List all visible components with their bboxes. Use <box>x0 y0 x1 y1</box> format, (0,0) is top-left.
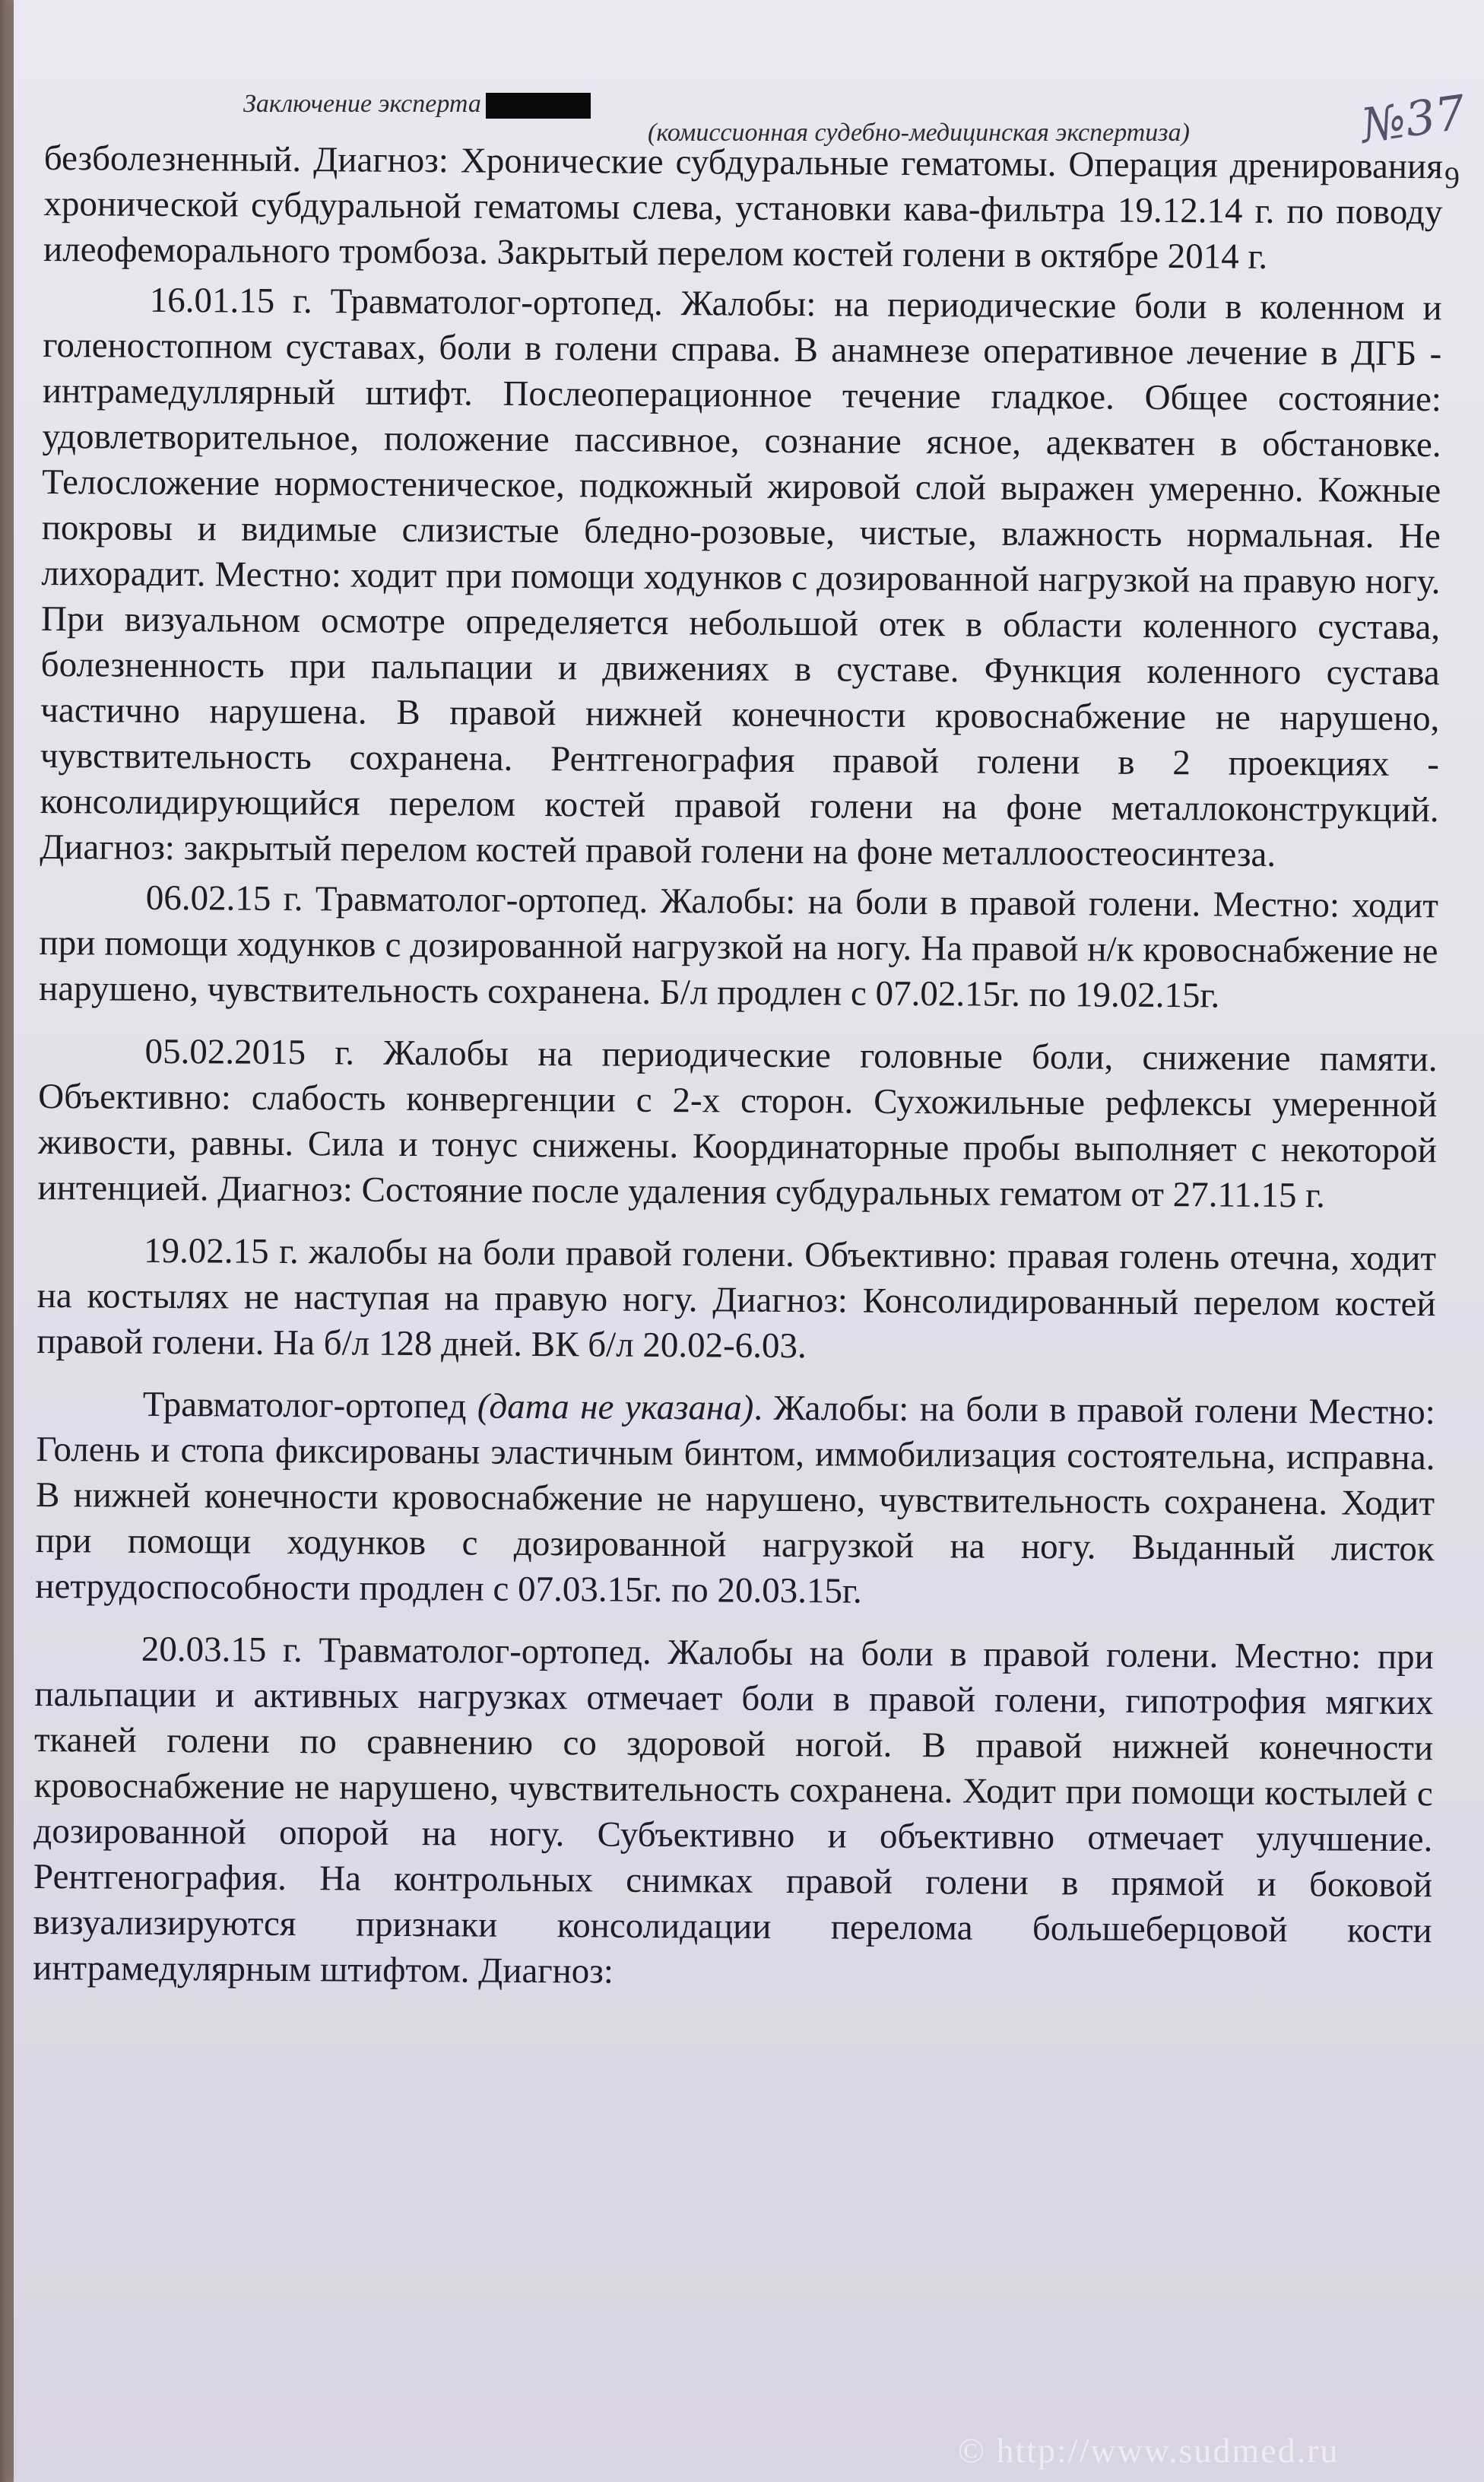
paragraph: 20.03.15 г. Травматолог-ортопед. Жалобы на боли в правой голени. Местно: при пальпации и активных нагрузках отмечает боли в правой голени, гипотрофия мягких тканей голени по сравнению со здоровой ногой. В правой нижней конечности кровоснабжение не нарушено, чувствительность сохранена. Ходит при помощи костылей с дозированной опорой на ногу. Субъективно и объективно отмечает улучшение. Рентгенография. На контрольных снимках правой голени в прямой и боковой визуализируются признаки консолидации перелома большеберцовой кости интрамедулярным штифтом. Диагноз: <box>33 1629 1434 1992</box>
handwritten-mark: №37 <box>1357 84 1469 154</box>
page-left-edge <box>0 0 14 2482</box>
page-number: 9 <box>1444 160 1460 195</box>
paragraph: безболезненный. Диагноз: Хронические субдуральные гематомы. Операция дренирования хронической субдуральной гематомы слева, установки кава-фильтра 19.12.14 г. по поводу илеофеморального тромбоза. Закрытый перелом костей голени в октябре 2014 г. <box>43 138 1443 277</box>
paragraph: 16.01.15 г. Травматолог-ортопед. Жалобы: на периодические боли в коленном и голеностопном суставах, боли в голени справа. В анамнезе оперативное лечение в ДГБ - интрамедуллярный штифт. Послеоперационное течение гладкое. Общее состояние: удовлетворительное, положение пассивное, сознание ясное, адекватен в обстановке. Телосложение нормостеническое, подкожный жировой слой выражен умеренно. Кожные покровы и видимые слизистые бледно-розовые, чистые, влажность нормальная. Не лихорадит. Местно: ходит при помощи ходунков с дозированной нагрузкой на правую ногу. При визуальном осмотре определяется небольшой отек в области коленного сустава, болезненность при пальпации и движениях в суставе. Функция коленного сустава частично нарушена. В правой нижней конечности кровоснабжение не нарушено, чувствительность сохранена. Рентгенография правой голени в 2 проекциях - консолидирующийся перелом костей правой голени на фоне металлоконструкций. Диагноз: закрытый перелом костей правой голени на фоне металлоостеосинтеза. <box>40 280 1442 874</box>
header-title: Заключение эксперта <box>243 90 481 118</box>
redaction-block <box>486 93 591 119</box>
paragraph: 05.02.2015 г. Жалобы на периодические головные боли, снижение памяти. Объективно: слабость конвергенции с 2-х сторон. Сухожильные рефлексы умеренной живости, равны. Сила и тонус снижены. Координаторные пробы выполняет с некоторой интенцией. Диагноз: Состояние после удаления субдуральных гематом от 27.11.15 г. <box>37 1031 1438 1216</box>
paragraph: 06.02.15 г. Травматолог-ортопед. Жалобы: на боли в правой голени. Местно: ходит при помощи ходунков с дозированной нагрузкой на ногу. На правой н/к кровоснабжение не нарушено, чувствительность сохранена. Б/л продлен с 07.02.15г. по 19.02.15г. <box>38 878 1439 1016</box>
paragraph-italic-note: (дата не указана) <box>477 1386 754 1428</box>
document-header <box>243 90 595 119</box>
header-subtitle: (комиссионная судебно-медицинская экспертиза) <box>648 119 1190 147</box>
paragraph: 19.02.15 г. жалобы на боли правой голени. Объективно: правая голень отечна, ходит на костылях не наступая на правую ногу. Диагноз: Консолидированный перелом костей правой голени. На б/л 128 дней. ВК б/л 20.02-6.03. <box>36 1230 1437 1366</box>
paragraph <box>35 1381 1435 1617</box>
document-body <box>33 135 1443 1999</box>
paragraph-rest: . Жалобы: на боли в правой голени Местно: Голень и стопа фиксированы эластичным бинтом, иммобилизация состоятельна, исправна. В нижней конечности кровоснабжение не нарушено, чувствительность сохранена. Ходит при помощи ходунков с дозированной нагрузкой на ногу. Выданный листок нетрудоспособности продлен с 07.03.15г. по 20.03.15г. <box>35 1388 1435 1611</box>
paragraph-lead: Травматолог-ортопед <box>142 1384 477 1427</box>
watermark: © http://www.sudmed.ru <box>958 2431 1340 2470</box>
